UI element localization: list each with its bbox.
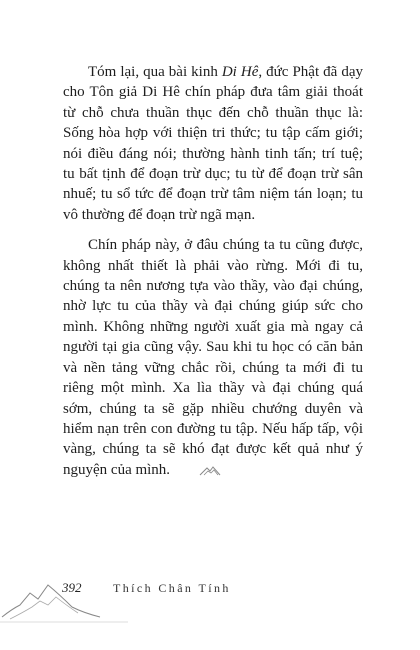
paragraph-1 (63, 62, 363, 225)
page-footer (0, 575, 420, 635)
running-author: Thích Chân Tính (113, 581, 231, 595)
sutra-title: Di Hê (221, 64, 259, 80)
paragraph-1-lead: Tóm lại, qua bài kinh (88, 64, 222, 80)
paragraph-1-rest: , đức Phật đã dạy cho Tôn giả Di Hê chín pháp đưa tâm giải thoát từ chỗ chưa thuần thục đến chỗ thuần thục là: Sống hòa hợp với thiện tri thức; tu tập cấm giới; nói điều đáng nói; thường hành tinh tấn; trí tuệ; tu bất tịnh để đoạn trừ dục; tu từ để đoạn trừ sân nhuế; tu sổ tức để đoạn trừ tâm niệm tán loạn; tu vô thường để đoạn trừ ngã mạn. (63, 64, 363, 223)
page-number: 392 (62, 580, 82, 595)
mountain-end-mark-icon (174, 462, 221, 482)
body-text (63, 62, 363, 492)
paragraph-2-text: Chín pháp này, ở đâu chúng ta tu cũng được, không nhất thiết là phải vào rừng. Mới đi tu, chúng ta nên nương tựa vào thầy, vào đại chúng, nhờ lực tu của thầy và đại chúng giúp sức cho mình. Không những người xuất gia mà ngay cả người tại gia cũng vậy. Sau khi tu học có căn bản và nền tảng vững chắc rồi, chúng ta mới đi tu riêng một mình. Xa lìa thầy và đại chúng quá sớm, chúng ta sẽ gặp nhiều chướng duyên và hiểm nạn trên con đường tu tập. Nếu hấp tấp, vội vàng, chúng ta sẽ khó đạt được kết quả như ý nguyện của mình. (63, 237, 363, 478)
paragraph-2 (63, 235, 363, 482)
